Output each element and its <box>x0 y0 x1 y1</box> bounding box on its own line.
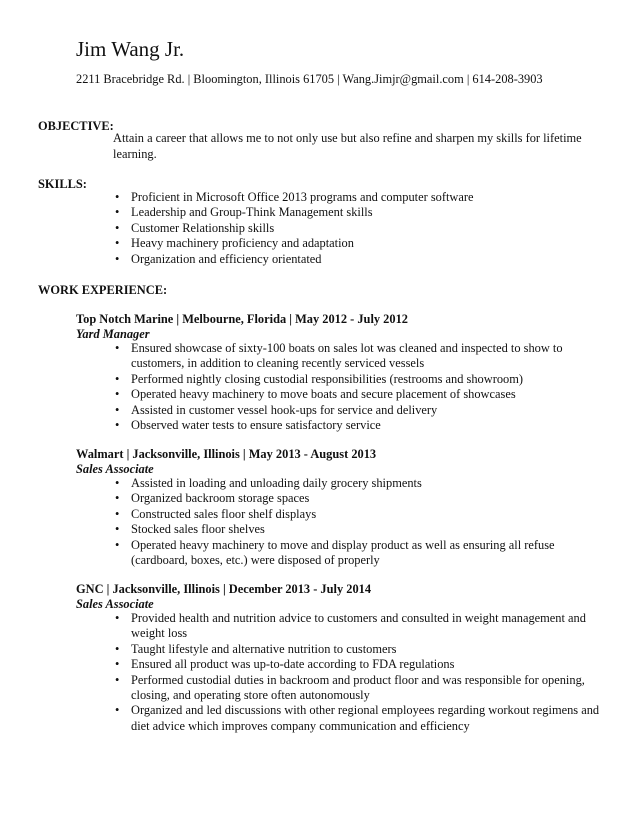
list-item <box>113 190 603 205</box>
duty-text: Stocked sales floor shelves <box>131 522 265 537</box>
bullet-icon: • <box>115 657 120 672</box>
list-item <box>113 538 603 569</box>
objective-text: Attain a career that allows me to not only use but also refine and sharpen my skills for lifetime learning. <box>113 131 582 161</box>
bullet-icon: • <box>115 220 120 235</box>
duty-text: Ensured showcase of sixty-100 boats on sales lot was cleaned and inspected to show to customers, in addition to cleaning recently serviced vessels <box>131 341 563 371</box>
skill-text: Proficient in Microsoft Office 2013 programs and computer software <box>131 190 474 204</box>
list-item <box>113 703 603 734</box>
objective-heading: OBJECTIVE: <box>38 119 114 133</box>
bullet-icon: • <box>115 190 120 204</box>
bullet-icon: • <box>115 641 120 656</box>
bullet-icon: • <box>115 402 120 417</box>
list-item <box>113 522 603 537</box>
skills-heading: SKILLS: <box>38 177 87 191</box>
duty-text: Performed custodial duties in backroom and product floor and was responsible for opening, closing, and operating store often autonomously <box>131 672 585 703</box>
bullet-icon: • <box>115 522 120 537</box>
bullet-icon: • <box>115 418 120 433</box>
duty-text: Organized and led discussions with other regional employees regarding workout regimens and diet advice which improves company communication and efficiency <box>131 703 600 733</box>
list-item <box>113 507 603 522</box>
list-item <box>113 341 603 372</box>
list-item <box>113 387 603 402</box>
list-item <box>113 372 603 387</box>
bullet-icon: • <box>115 205 120 220</box>
duty-text: Operated heavy machinery to move and display product as well as ensuring all refuse (cardboard, boxes, etc.) were disposed of properly <box>131 537 555 568</box>
bullet-icon: • <box>115 506 120 521</box>
contact-line: 2211 Bracebridge Rd. | Bloomington, Illinois 61705 | Wang.Jimjr@gmail.com | 614-208-3903 <box>76 72 543 86</box>
duty-text: Ensured all product was up-to-date according to FDA regulations <box>131 657 455 672</box>
list-item <box>113 673 603 704</box>
bullet-icon: • <box>115 371 120 386</box>
duty-text: Assisted in customer vessel hook-ups for service and delivery <box>131 402 438 417</box>
job-duties-list <box>113 341 603 433</box>
skill-text: Customer Relationship skills <box>131 220 275 235</box>
duty-text: Organized backroom storage spaces <box>131 491 310 506</box>
job-title: GNC | Jacksonville, Illinois | December 2013 - July 2014 <box>76 582 372 596</box>
candidate-name: Jim Wang Jr. <box>76 37 185 61</box>
list-item <box>113 476 603 491</box>
list-item <box>113 252 603 267</box>
work-experience-heading: WORK EXPERIENCE: <box>38 283 168 297</box>
skill-text: Organization and efficiency orientated <box>131 251 322 266</box>
list-item <box>113 657 603 672</box>
bullet-icon: • <box>115 236 120 251</box>
job-title: Walmart | Jacksonville, Illinois | May 2013 - August 2013 <box>76 447 377 461</box>
skill-text: Heavy machinery proficiency and adaptation <box>131 236 354 251</box>
list-item <box>113 491 603 506</box>
bullet-icon: • <box>115 341 120 355</box>
duty-text: Observed water tests to ensure satisfactory service <box>131 418 381 433</box>
list-item <box>113 418 603 433</box>
job-role: Sales Associate <box>76 597 154 611</box>
bullet-icon: • <box>115 672 120 687</box>
list-item <box>113 236 603 251</box>
job-duties-list <box>113 611 603 734</box>
skills-list <box>113 190 603 267</box>
job-role: Sales Associate <box>76 462 154 476</box>
duty-text: Taught lifestyle and alternative nutrition to customers <box>131 641 397 656</box>
bullet-icon: • <box>115 703 120 718</box>
skill-text: Leadership and Group-Think Management skills <box>131 205 373 220</box>
list-item <box>113 205 603 220</box>
job-role: Yard Manager <box>76 327 150 341</box>
job-title: Top Notch Marine | Melbourne, Florida | May 2012 - July 2012 <box>76 312 408 326</box>
list-item <box>113 403 603 418</box>
list-item <box>113 611 603 642</box>
bullet-icon: • <box>115 476 120 490</box>
job-duties-list <box>113 476 603 568</box>
list-item <box>113 221 603 236</box>
bullet-icon: • <box>115 251 120 266</box>
duty-text: Constructed sales floor shelf displays <box>131 506 317 521</box>
bullet-icon: • <box>115 611 120 625</box>
duty-text: Performed nightly closing custodial responsibilities (restrooms and showroom) <box>131 371 523 386</box>
duty-text: Assisted in loading and unloading daily grocery shipments <box>131 476 422 490</box>
list-item <box>113 642 603 657</box>
duty-text: Operated heavy machinery to move boats and secure placement of showcases <box>131 387 516 402</box>
bullet-icon: • <box>115 537 120 552</box>
duty-text: Provided health and nutrition advice to customers and consulted in weight management and weight loss <box>131 611 586 641</box>
bullet-icon: • <box>115 491 120 506</box>
bullet-icon: • <box>115 387 120 402</box>
